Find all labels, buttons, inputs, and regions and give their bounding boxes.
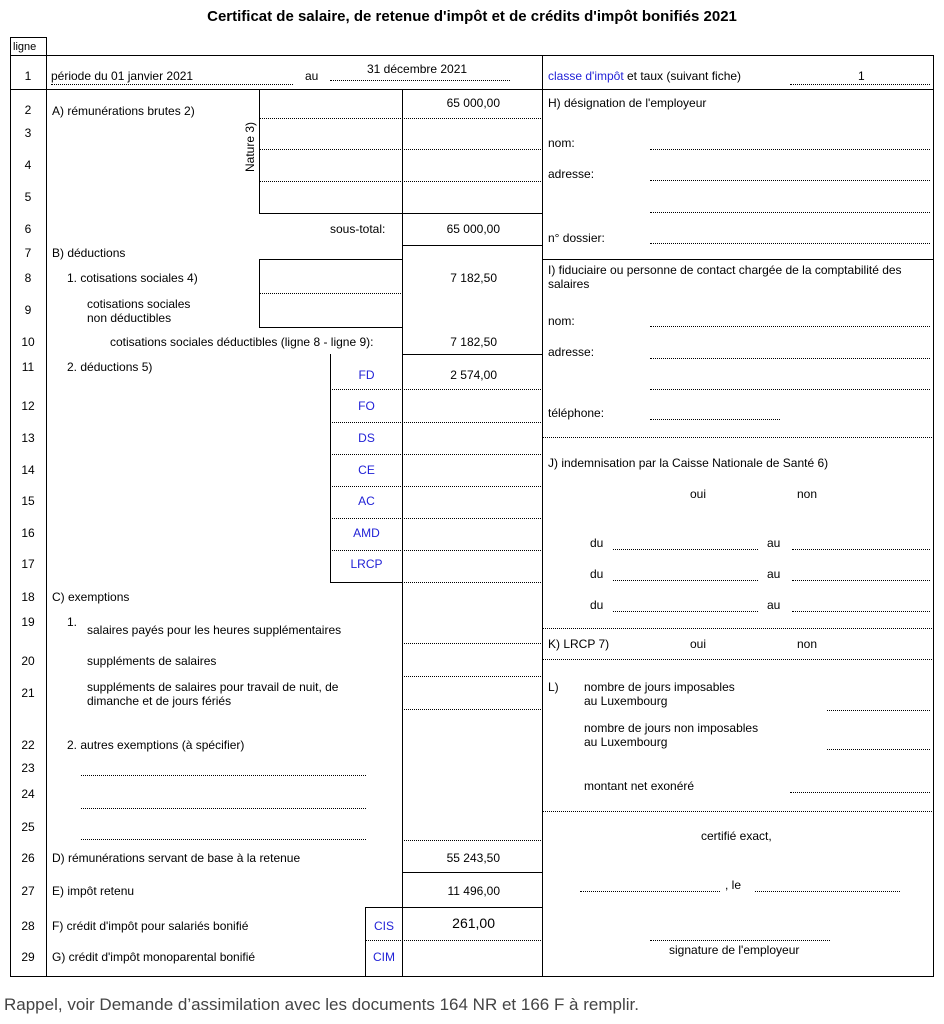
montant-exonere-field[interactable] [790, 792, 930, 793]
section-l-label: L) [548, 680, 559, 694]
cotisations-deductibles-label: cotisations sociales déductibles (ligne 8 - ligne 9): [110, 335, 374, 349]
row-divider [330, 422, 543, 423]
nature-label: Nature 3) [243, 121, 257, 173]
classe-link[interactable]: classe d'impôt [548, 69, 624, 83]
autres-exemption-field[interactable] [81, 808, 366, 809]
line-number: 4 [24, 158, 32, 172]
deductions-heading: B) déductions [52, 246, 126, 260]
fiduciaire-adresse-label: adresse: [548, 345, 595, 359]
fiduciaire-heading-1: I) fiduciaire ou personne de contact chargée de la comptabilité des [548, 263, 902, 277]
cns-non[interactable]: non [797, 487, 818, 501]
code-ce: CE [358, 463, 375, 477]
row-divider [402, 872, 543, 873]
row-divider [402, 213, 543, 214]
footer-note: Rappel, voir Demande d’assimilation avec les documents 164 NR et 166 F à remplir. [4, 995, 639, 1014]
row-divider [402, 245, 543, 246]
autres-exemption-field[interactable] [81, 839, 366, 840]
line-number: 1 [24, 69, 32, 83]
jours-imposables-label-1: nombre de jours imposables [584, 680, 735, 694]
row-divider [402, 354, 543, 355]
impot-retenu-value[interactable]: 11 496,00 [447, 884, 500, 898]
certifie-exact: certifié exact, [701, 829, 772, 843]
remunerations-brutes-label: A) rémunérations brutes 2) [52, 104, 195, 118]
credit-monoparental-label: G) crédit d'impôt monoparental bonifié [52, 950, 256, 964]
cotisations-non-deductibles-label-2: non déductibles [87, 311, 172, 325]
credit-salaries-value[interactable]: 261,00 [452, 915, 495, 931]
periode-start-field[interactable] [51, 84, 293, 85]
row-divider [259, 149, 543, 150]
credit-box-top [365, 907, 403, 908]
montant-exonere-label: montant net exonéré [584, 779, 695, 793]
fiduciaire-nom-field[interactable] [650, 326, 930, 327]
dossier-field[interactable] [650, 243, 930, 244]
lrcp-oui[interactable]: oui [690, 637, 707, 651]
section-divider [542, 811, 934, 812]
section-divider [542, 628, 934, 629]
section-divider [542, 659, 934, 660]
codes-box-bottom [330, 582, 403, 583]
signature-field[interactable] [650, 940, 830, 941]
line-number: 23 [21, 761, 35, 775]
line-number: 9 [24, 303, 32, 317]
cotisations-sociales-value[interactable]: 7 182,50 [450, 271, 497, 285]
credit-box-mid [365, 940, 543, 941]
line-number-divider [46, 55, 47, 977]
base-retenue-value[interactable]: 55 243,50 [446, 851, 500, 865]
cns-au-field[interactable] [792, 611, 930, 612]
row-divider [402, 643, 543, 644]
row-divider [330, 486, 543, 487]
employeur-adresse-field-2[interactable] [650, 212, 930, 213]
periode-end-field[interactable] [330, 80, 510, 81]
telephone-field[interactable] [650, 419, 780, 420]
line-number: 8 [24, 271, 32, 285]
base-retenue-label: D) rémunérations servant de base à la retenue [52, 851, 301, 865]
cns-au-field[interactable] [792, 549, 930, 550]
cns-au-label: au [767, 536, 781, 550]
jours-non-imposables-field[interactable] [827, 749, 930, 750]
cotisation-box-top [259, 259, 403, 260]
line-number: 7 [24, 246, 32, 260]
jours-imposables-label-2: au Luxembourg [584, 694, 668, 708]
cns-au-label: au [767, 567, 781, 581]
cns-du-field[interactable] [613, 611, 758, 612]
line-number: 3 [24, 126, 32, 140]
line-number: 14 [21, 463, 35, 477]
code-ds: DS [358, 431, 375, 445]
cotisation-box-bottom [259, 327, 403, 328]
row-divider [259, 118, 543, 119]
fiduciaire-nom-label: nom: [548, 314, 575, 328]
code-cis: CIS [373, 919, 394, 933]
nature-box-bottom [259, 213, 403, 214]
autres-exemption-field[interactable] [81, 775, 366, 776]
line-number: 12 [21, 399, 35, 413]
cotisations-deductibles-value[interactable]: 7 182,50 [450, 335, 497, 349]
line-number: 24 [21, 787, 35, 801]
classe-value[interactable]: 1 [858, 69, 865, 83]
cns-heading: J) indemnisation par la Caisse Nationale de Santé 6) [548, 456, 829, 470]
ligne-header: ligne [13, 41, 37, 53]
credit-box-left [365, 907, 366, 977]
fiduciaire-adresse-field[interactable] [650, 358, 930, 359]
autres-exemptions-label: 2. autres exemptions (à spécifier) [67, 738, 245, 752]
row-divider [402, 840, 543, 841]
employeur-adresse-field[interactable] [650, 180, 930, 181]
sous-total-value[interactable]: 65 000,00 [446, 222, 500, 236]
row-divider [402, 582, 543, 583]
periode-end-value[interactable]: 31 décembre 2021 [367, 62, 468, 76]
cotisations-sociales-label: 1. cotisations sociales 4) [67, 271, 198, 285]
line-number: 29 [21, 950, 35, 964]
dossier-label: n° dossier: [548, 231, 605, 245]
line-number: 15 [21, 494, 35, 508]
line-number: 6 [24, 222, 32, 236]
row-divider [330, 518, 543, 519]
cns-du-label: du [590, 567, 604, 581]
periode-au-label: au [305, 69, 319, 83]
row-divider [330, 550, 543, 551]
line-number: 2 [24, 103, 32, 117]
cns-du-field[interactable] [613, 580, 758, 581]
lieu-field[interactable] [580, 891, 720, 892]
section-divider [542, 437, 934, 438]
classe-field[interactable] [790, 84, 930, 85]
code-fo: FO [358, 399, 375, 413]
jours-non-imposables-label-2: au Luxembourg [584, 735, 668, 749]
supplements-nuit-label-2: dimanche et de jours fériés [87, 694, 232, 708]
line-number: 28 [21, 919, 35, 933]
cns-du-field[interactable] [613, 549, 758, 550]
row-divider [402, 676, 543, 677]
cns-au-label: au [767, 598, 781, 612]
line-number: 10 [21, 335, 35, 349]
cns-au-field[interactable] [792, 580, 930, 581]
code-cim: CIM [373, 950, 395, 964]
telephone-label: téléphone: [548, 406, 605, 420]
lrcp-non[interactable]: non [797, 637, 818, 651]
supplements-salaires-label: suppléments de salaires [87, 654, 217, 668]
line-number: 20 [21, 654, 35, 668]
fd-value[interactable]: 2 574,00 [450, 368, 497, 382]
remunerations-brutes-value[interactable]: 65 000,00 [446, 96, 500, 110]
employeur-nom-label: nom: [548, 136, 575, 150]
row-divider [259, 181, 543, 182]
jours-non-imposables-label-1: nombre de jours non imposables [584, 721, 759, 735]
jours-imposables-field[interactable] [827, 710, 930, 711]
code-ac: AC [358, 494, 375, 508]
line-number: 27 [21, 884, 35, 898]
employeur-heading: H) désignation de l'employeur [548, 96, 707, 110]
line-number: 5 [24, 190, 32, 204]
cotisations-non-deductibles-label-1: cotisations sociales [87, 297, 191, 311]
row-divider [402, 907, 543, 908]
employeur-adresse-label: adresse: [548, 167, 595, 181]
fiduciaire-heading-2: salaires [548, 277, 590, 291]
form-title: Certificat de salaire, de retenue d'impôt et de crédits d'impôt bonifiés 2021 [207, 8, 737, 25]
cns-du-label: du [590, 536, 604, 550]
periode-label: période du 01 janvier 2021 [51, 69, 194, 83]
exemptions-heading: C) exemptions [52, 590, 130, 604]
sous-total-label: sous-total: [330, 222, 386, 236]
code-fd: FD [358, 368, 375, 382]
employeur-nom-field[interactable] [650, 149, 930, 150]
classe-rest: et taux (suivant fiche) [623, 69, 742, 83]
line-number: 19 [21, 615, 35, 629]
row-divider [330, 389, 543, 390]
exemption-1-number: 1. [67, 615, 78, 629]
line-number: 22 [21, 738, 35, 752]
line-number: 26 [21, 851, 35, 865]
le-label: , le [725, 878, 742, 892]
line-number: 18 [21, 590, 35, 604]
code-amd: AMD [353, 526, 380, 540]
fiduciaire-adresse-field-2[interactable] [650, 389, 930, 390]
center-divider [542, 55, 543, 977]
cotisation-box-mid [259, 293, 403, 294]
heures-supplementaires-label: salaires payés pour les heures supplémentaires [87, 623, 342, 637]
cns-oui[interactable]: oui [690, 487, 707, 501]
cns-du-label: du [590, 598, 604, 612]
line-number: 11 [21, 360, 35, 374]
line-number: 17 [21, 557, 35, 571]
deductions-label: 2. déductions 5) [67, 360, 153, 374]
classe-label [548, 69, 741, 83]
supplements-nuit-label-1: suppléments de salaires pour travail de nuit, de [87, 680, 339, 694]
line-number: 25 [21, 820, 35, 834]
row-divider [402, 709, 543, 710]
signature-label: signature de l'employeur [669, 943, 800, 957]
credit-salaries-label: F) crédit d'impôt pour salariés bonifié [52, 919, 249, 933]
row1-bottom-rule [10, 89, 934, 90]
impot-retenu-label: E) impôt retenu [52, 884, 135, 898]
line-number: 21 [21, 686, 35, 700]
code-lrcp: LRCP [350, 557, 383, 571]
lrcp-heading: K) LRCP 7) [548, 637, 610, 651]
row-divider [330, 454, 543, 455]
line-number: 13 [21, 431, 35, 445]
date-field[interactable] [755, 891, 900, 892]
nature-box-left [259, 89, 260, 213]
line-number: 16 [21, 526, 35, 540]
section-divider [542, 259, 934, 260]
